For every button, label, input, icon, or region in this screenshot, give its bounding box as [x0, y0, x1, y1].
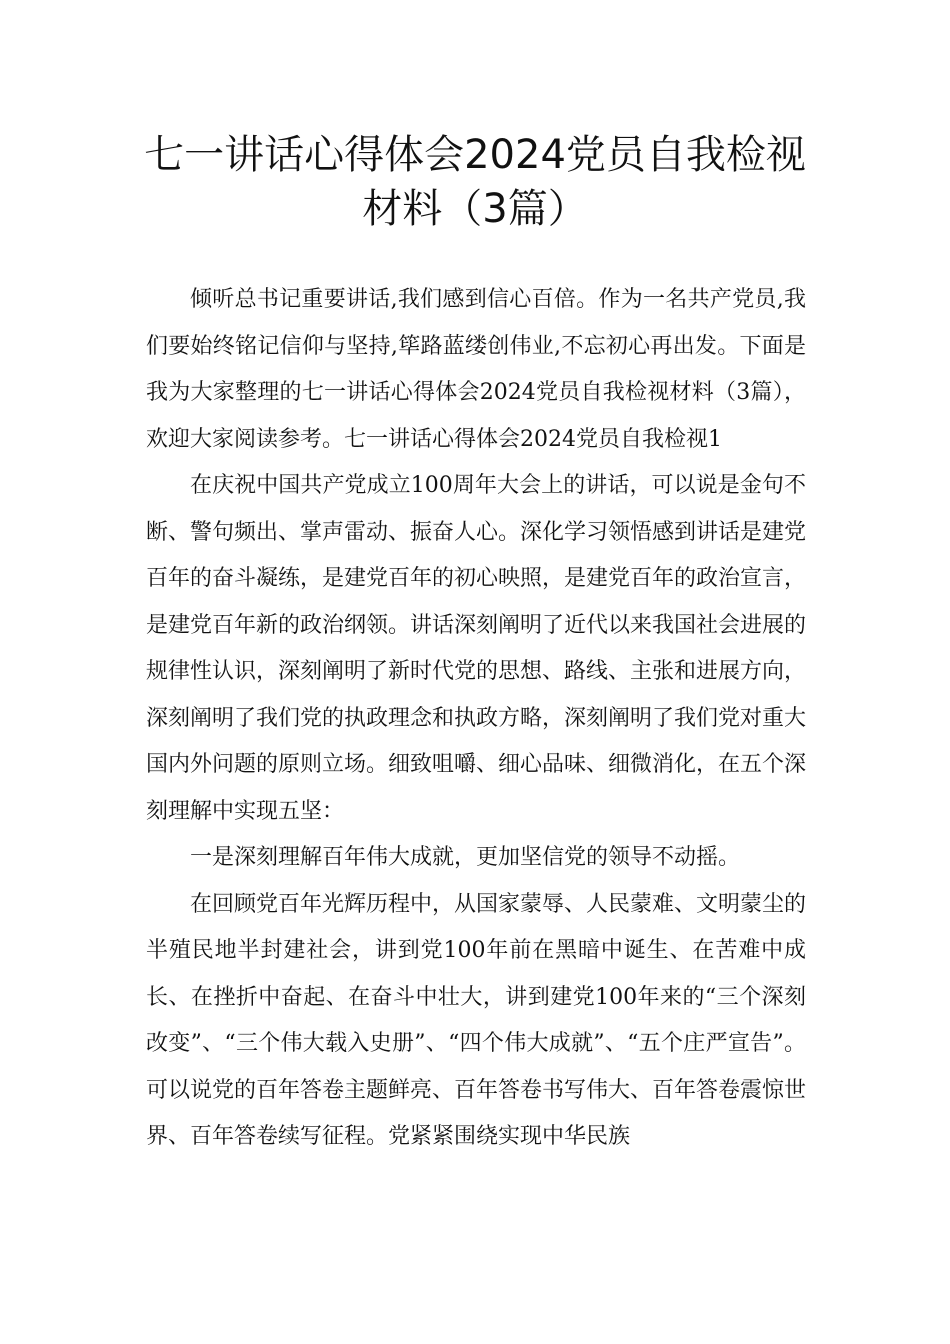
paragraph-point-one: 一是深刻理解百年伟大成就，更加坚信党的领导不动摇。	[190, 845, 741, 870]
document-title-line-2: 材料（3篇）	[362, 186, 588, 232]
paragraph-intro: 倾听总书记重要讲话,我们感到信心百倍。作为一名共产党员,我们要始终铭记信仰与坚持,筚路蓝缕创伟业,不忘初心再出发。下面是我为大家整理的七一讲话心得体会2024党员自我检视材料（3篇），欢迎大家阅读参考。七一讲话心得体会2024党员自我检视1	[146, 287, 806, 452]
paragraph-speech-summary: 在庆祝中国共产党成立100周年大会上的讲话，可以说是金句不断、警句频出、掌声雷动、振奋人心。深化学习领悟感到讲话是建党百年的奋斗凝练，是建党百年的初心映照，是建党百年的政治宣言，是建党百年新的政治纲领。讲话深刻阐明了近代以来我国社会进展的规律性认识，深刻阐明了新时代党的思想、路线、主张和进展方向，深刻阐明了我们党的执政理念和执政方略，深刻阐明了我们党对重大国内外问题的原则立场。细致咀嚼、细心品味、细微消化，在五个深刻理解中实现五坚：	[146, 473, 807, 824]
paragraph-history-review: 在回顾党百年光辉历程中，从国家蒙辱、人民蒙难、文明蒙尘的半殖民地半封建社会，讲到党100年前在黑暗中诞生、在苦难中成长、在挫折中奋起、在奋斗中壮大，讲到建党100年来的“三个深刻改变”、“三个伟大载入史册”、“四个伟大成就”、“五个庄严宣告”。可以说党的百年答卷主题鲜亮、百年答卷书写伟大、百年答卷震惊世界、百年答卷续写征程。党紧紧围绕实现中华民族	[146, 891, 807, 1149]
document-title-line-1: 七一讲话心得体会2024党员自我检视	[144, 132, 806, 178]
document-body	[146, 277, 806, 1161]
